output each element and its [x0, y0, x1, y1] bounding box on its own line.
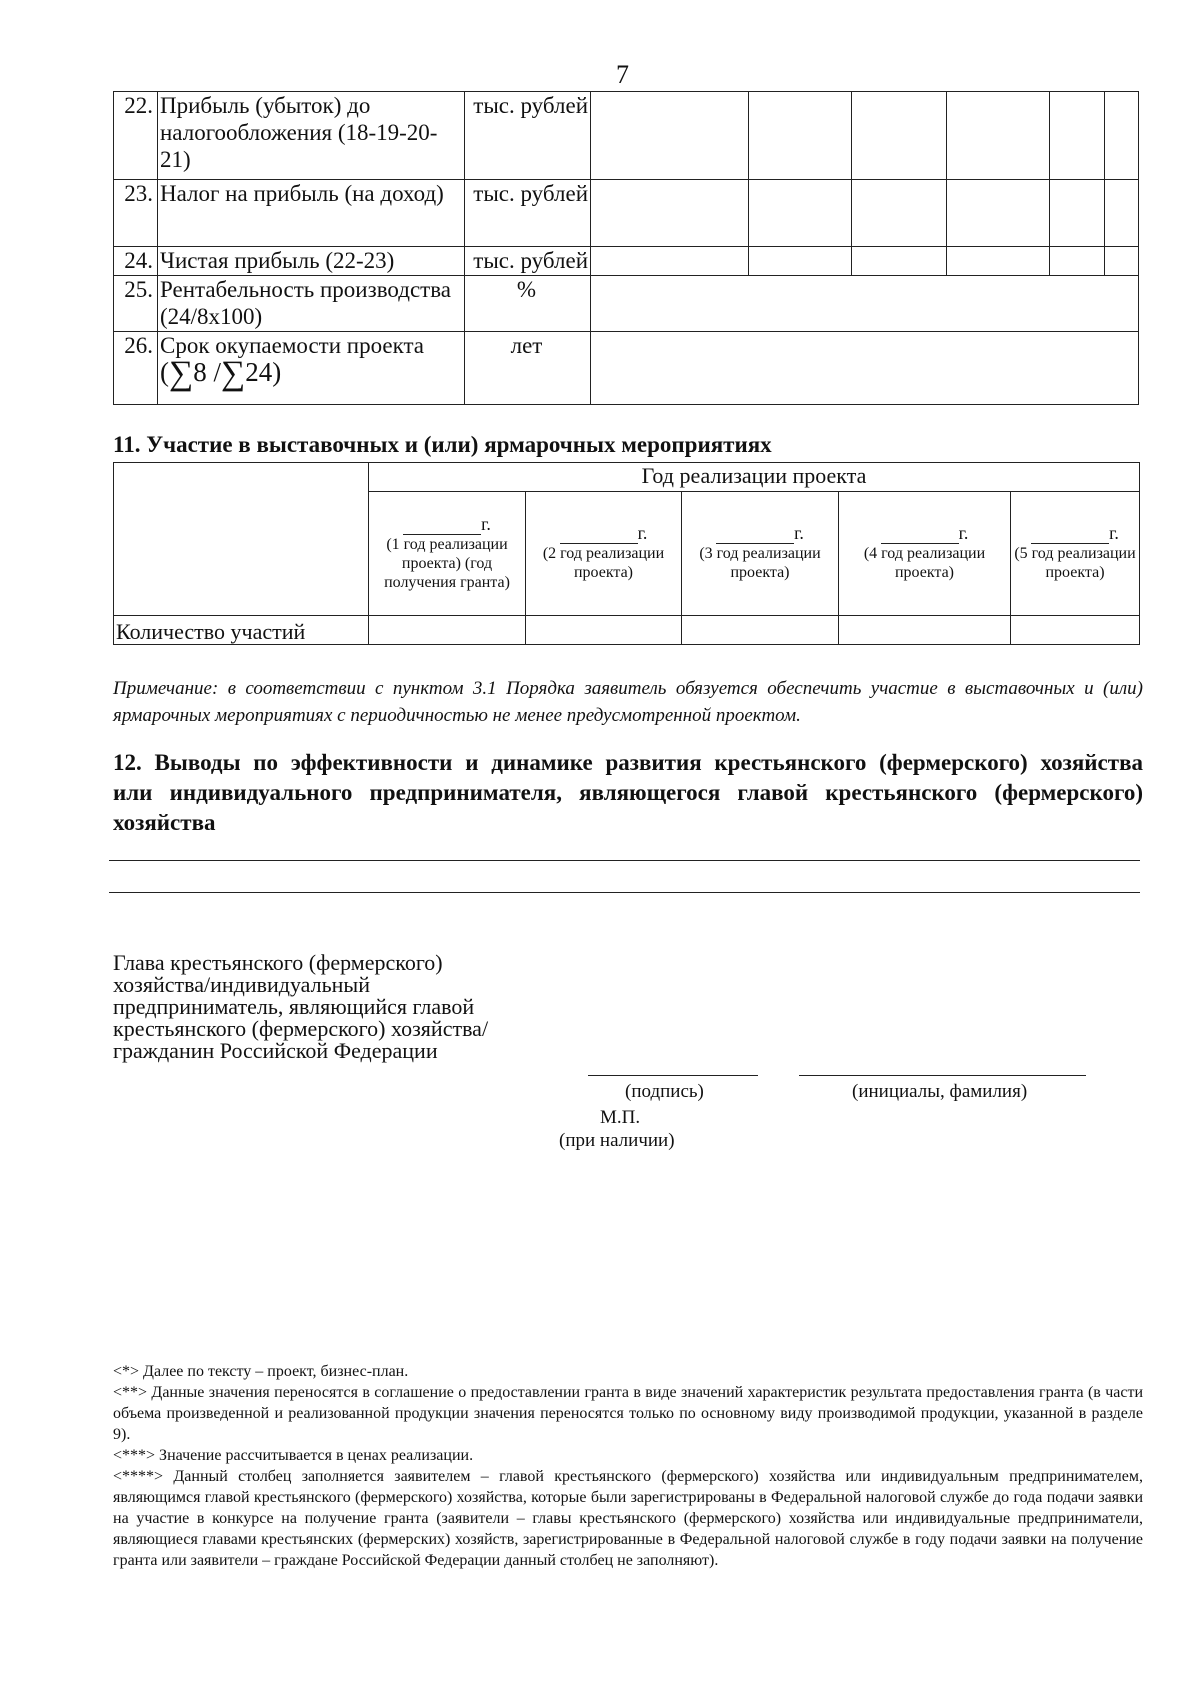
year-caption: (1 год реализации проекта) (год получения гранта) — [384, 535, 510, 591]
year-column-1 — [369, 492, 526, 616]
table-cell — [1050, 247, 1105, 276]
signer-line: хозяйства/индивидуальный — [113, 972, 370, 997]
table-row — [114, 276, 1139, 332]
page-number: 7 — [616, 60, 629, 89]
table-row — [114, 92, 1139, 180]
year-column-5 — [1011, 492, 1140, 616]
row-label-text: Срок окупаемости проекта — [160, 333, 424, 358]
stamp-note: (при наличии) — [559, 1130, 675, 1151]
signer-line: крестьянского (фермерского) хозяйства/ — [113, 1016, 489, 1041]
table-cell — [947, 180, 1050, 247]
signature-caption: (подпись) — [625, 1081, 704, 1102]
payback-formula: (∑8 /∑24) — [160, 355, 282, 392]
year-suffix: г. — [958, 523, 969, 544]
formula-numerator: 8 / — [193, 357, 222, 387]
initials-caption: (инициалы, фамилия) — [852, 1081, 1028, 1102]
table-cell — [591, 180, 749, 247]
table-cell — [1105, 180, 1139, 247]
conclusion-line — [109, 860, 1140, 861]
year-suffix: г. — [481, 513, 491, 534]
year-suffix: г. — [794, 523, 804, 544]
table-cell — [369, 615, 526, 644]
blank-header-cell — [114, 463, 369, 616]
section-11-title: 11. Участие в выставочных и (или) ярмарочных мероприятиях — [113, 432, 772, 457]
row-label: Рентабельность производства (24/8x100) — [158, 276, 465, 332]
sum-symbol: ∑ — [169, 355, 194, 392]
row-number: 26. — [114, 332, 158, 405]
table-row — [114, 463, 1140, 492]
table-cell — [947, 247, 1050, 276]
signature-line — [588, 1075, 758, 1076]
year-caption: (5 год реализации проекта) — [1014, 545, 1136, 582]
table-cell — [1105, 92, 1139, 180]
merged-cell — [591, 276, 1139, 332]
merged-cell — [591, 332, 1139, 405]
row-label — [158, 332, 465, 405]
table-cell — [852, 180, 947, 247]
row-number: 25. — [114, 276, 158, 332]
year-blank — [560, 528, 638, 544]
stamp-label: М.П. — [600, 1107, 641, 1128]
row-number: 22. — [114, 92, 158, 180]
row-label: Чистая прибыль (22-23) — [158, 247, 465, 276]
year-suffix: г. — [637, 523, 648, 544]
table-row — [114, 615, 1140, 644]
sum-symbol: ∑ — [221, 355, 246, 392]
formula-denominator: 24) — [245, 357, 282, 387]
table-cell — [526, 615, 682, 644]
row-unit: % — [465, 276, 591, 332]
table-row — [114, 332, 1139, 405]
section-12-title: 12. Выводы по эффективности и динамике развития крестьянского (фермерского) хозяйства или индивидуального предпринимателя, являющегося главой крестьянского (фермерского) хозяйства — [113, 750, 1143, 835]
table-cell — [1011, 615, 1140, 644]
table-cell — [749, 247, 852, 276]
year-caption: (3 год реализации проекта) — [699, 545, 821, 582]
row-number: 23. — [114, 180, 158, 247]
exhibitions-table — [113, 462, 1140, 645]
row-unit: тыс. рублей — [465, 180, 591, 247]
table-cell — [682, 615, 839, 644]
participation-count-label: Количество участий — [114, 615, 369, 644]
table-cell — [1105, 247, 1139, 276]
row-unit: тыс. рублей — [465, 92, 591, 180]
table-cell — [852, 92, 947, 180]
year-header: Год реализации проекта — [369, 463, 1140, 492]
footnote: <*> Далее по тексту – проект, бизнес-план. — [113, 1363, 409, 1380]
table-cell — [839, 615, 1011, 644]
table-cell — [1050, 92, 1105, 180]
year-caption: (2 год реализации проекта) — [542, 545, 665, 582]
signer-line: предприниматель, являющийся главой — [113, 994, 475, 1019]
table-cell — [1050, 180, 1105, 247]
table-row — [114, 247, 1139, 276]
year-blank — [881, 528, 959, 544]
year-caption: (4 год реализации проекта) — [863, 545, 986, 582]
row-unit: тыс. рублей — [465, 247, 591, 276]
note-paragraph: Примечание: в соответствии с пунктом 3.1 Порядка заявитель обязуется обеспечить участие в выставочных и (или) ярмарочных мероприятиях с периодичностью не менее предусмотренной проектом. — [113, 678, 1143, 726]
row-number: 24. — [114, 247, 158, 276]
year-column-4 — [839, 492, 1011, 616]
table-row — [114, 180, 1139, 247]
table-cell — [591, 92, 749, 180]
initials-line — [799, 1075, 1086, 1076]
footnote: <***> Значение рассчитывается в ценах реализации. — [113, 1447, 474, 1464]
footnotes — [113, 1361, 1143, 1571]
table-cell — [591, 247, 749, 276]
table-cell — [749, 92, 852, 180]
year-column-3 — [682, 492, 839, 616]
signer-line: Глава крестьянского (фермерского) — [113, 950, 443, 975]
indicators-table — [113, 91, 1139, 405]
footnote: <****> Данный столбец заполняется заявителем – главой крестьянского (фермерского) хозяйства или индивидуальным предпринимателем, являющимся главой крестьянского (фермерского) хозяйства, которые были зарегистрированы в Федеральной налоговой службе до года подачи заявки на участие в конкурсе на получение гранта (заявители – главы крестьянского (фермерского) хозяйства или индивидуальные предприниматели, являющиеся главами крестьянских (фермерских) хозяйств, зарегистрированные в Федеральной налоговой службе в году подачи заявки на получение гранта или заявители – граждане Российской Федерации данный столбец не заполняют). — [113, 1468, 1143, 1569]
year-column-2 — [526, 492, 682, 616]
year-blank — [716, 528, 794, 544]
footnote: <**> Данные значения переносятся в соглашение о предоставлении гранта в виде значений характеристик результата предоставления гранта (в части объема произведенной и реализованной продукции значения переносятся только по основному виду производимой продукции, указанной в разделе 9). — [113, 1384, 1143, 1443]
year-blank — [403, 519, 481, 535]
signer-line: гражданин Российской Федерации — [113, 1038, 438, 1063]
year-blank — [1031, 528, 1109, 544]
year-suffix: г. — [1109, 523, 1119, 544]
row-unit: лет — [465, 332, 591, 405]
row-label: Налог на прибыль (на доход) — [158, 180, 465, 247]
table-cell — [852, 247, 947, 276]
conclusion-line — [109, 892, 1140, 893]
row-label: Прибыль (убыток) до налогообложения (18-19-20-21) — [158, 92, 465, 180]
table-cell — [947, 92, 1050, 180]
signer-title — [113, 952, 488, 1062]
table-cell — [749, 180, 852, 247]
